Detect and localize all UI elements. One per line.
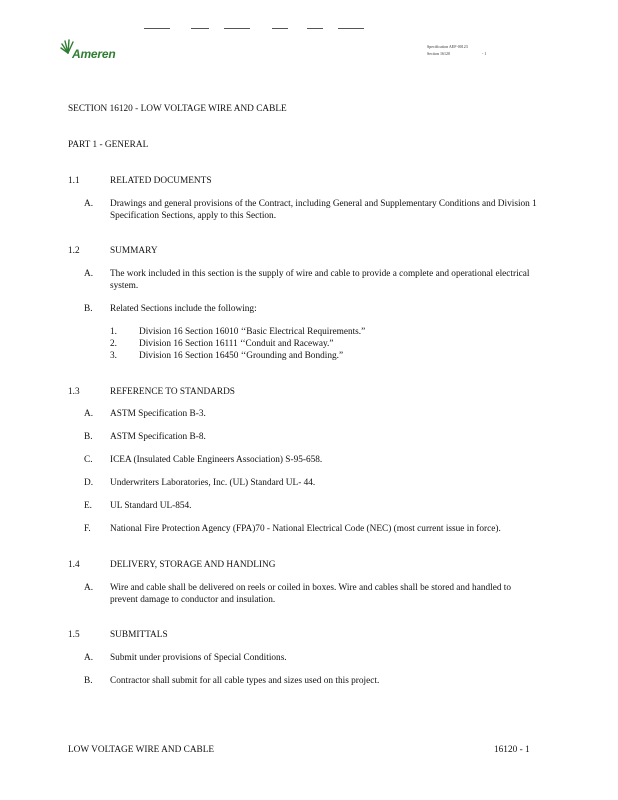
- paragraph-text: Contractor shall submit for all cable types and sizes used on this project.: [110, 676, 380, 686]
- paragraph-letter: A.: [84, 269, 94, 279]
- paragraph-text: Drawings and general provisions of the Contract, including General and Supplementary Conditions and Division 1 Specification Sections, apply to this Section.: [110, 199, 537, 221]
- paragraph-letter: D.: [84, 478, 94, 488]
- ameren-logo: [60, 39, 120, 61]
- footer-page-number: 16120 - 1: [494, 745, 530, 755]
- paragraph-letter: A.: [84, 653, 94, 663]
- part-heading: PART 1 - GENERAL: [68, 140, 149, 150]
- paragraph-letter: C.: [84, 455, 93, 465]
- paragraph-text: ASTM Specification B-3.: [110, 409, 206, 419]
- paragraph-letter: A.: [84, 199, 94, 209]
- article-number: 1.4: [68, 560, 80, 570]
- paragraph-letter: B.: [84, 304, 93, 314]
- paragraph-text: ASTM Specification B-8.: [110, 432, 206, 442]
- paragraph-letter: A.: [84, 583, 94, 593]
- list-number: 2.: [110, 339, 117, 349]
- section-line: Section 16120: [427, 51, 450, 56]
- logo-text: Ameren: [72, 47, 116, 61]
- paragraph-text: Submit under provisions of Special Conditions.: [110, 653, 287, 663]
- list-item-text: Division 16 Section 16450 ‘‘Grounding and Bonding.”: [139, 351, 344, 361]
- article-number: 1.5: [68, 630, 80, 640]
- spec-line: Specification AEF-00123: [427, 44, 468, 49]
- article-title: SUBMITTALS: [110, 630, 168, 640]
- paragraph-text: UL Standard UL-854.: [110, 501, 192, 511]
- paragraph-letter: E.: [84, 501, 93, 511]
- article-number: 1.1: [68, 176, 80, 186]
- article-title: REFERENCE TO STANDARDS: [110, 387, 235, 397]
- article-number: 1.3: [68, 387, 80, 397]
- list-number: 1.: [110, 327, 117, 337]
- article-title: RELATED DOCUMENTS: [110, 176, 212, 186]
- paragraph-letter: B.: [84, 676, 93, 686]
- paragraph-text: Underwriters Laboratories, Inc. (UL) Standard UL- 44.: [110, 478, 316, 488]
- paragraph-text: Wire and cable shall be delivered on reels or coiled in boxes. Wire and cables shall be stored and handled to prevent damage to conductor and insulation.: [110, 583, 512, 605]
- paragraph-text: ICEA (Insulated Cable Engineers Association) S-95-658.: [110, 455, 323, 465]
- paragraph-letter: F.: [84, 524, 91, 534]
- page-ref: - 1: [482, 51, 487, 56]
- section-title: SECTION 16120 - LOW VOLTAGE WIRE AND CABLE: [68, 104, 287, 114]
- footer-title: LOW VOLTAGE WIRE AND CABLE: [68, 745, 215, 755]
- paragraph-letter: B.: [84, 432, 93, 442]
- list-number: 3.: [110, 351, 117, 361]
- paragraph-text: Related Sections include the following:: [110, 304, 257, 314]
- list-item-text: Division 16 Section 16111 ‘‘Conduit and Raceway.”: [139, 339, 334, 349]
- paragraph-text: The work included in this section is the supply of wire and cable to provide a complete and operational electrical system.: [110, 269, 530, 291]
- paragraph-text: National Fire Protection Agency (FPA)70 - National Electrical Code (NEC) (most current issue in force).: [110, 524, 501, 534]
- article-title: SUMMARY: [110, 246, 158, 256]
- paragraph-letter: A.: [84, 409, 94, 419]
- article-number: 1.2: [68, 246, 80, 256]
- article-title: DELIVERY, STORAGE AND HANDLING: [110, 560, 276, 570]
- list-item-text: Division 16 Section 16010 ‘‘Basic Electrical Requirements.”: [139, 327, 366, 337]
